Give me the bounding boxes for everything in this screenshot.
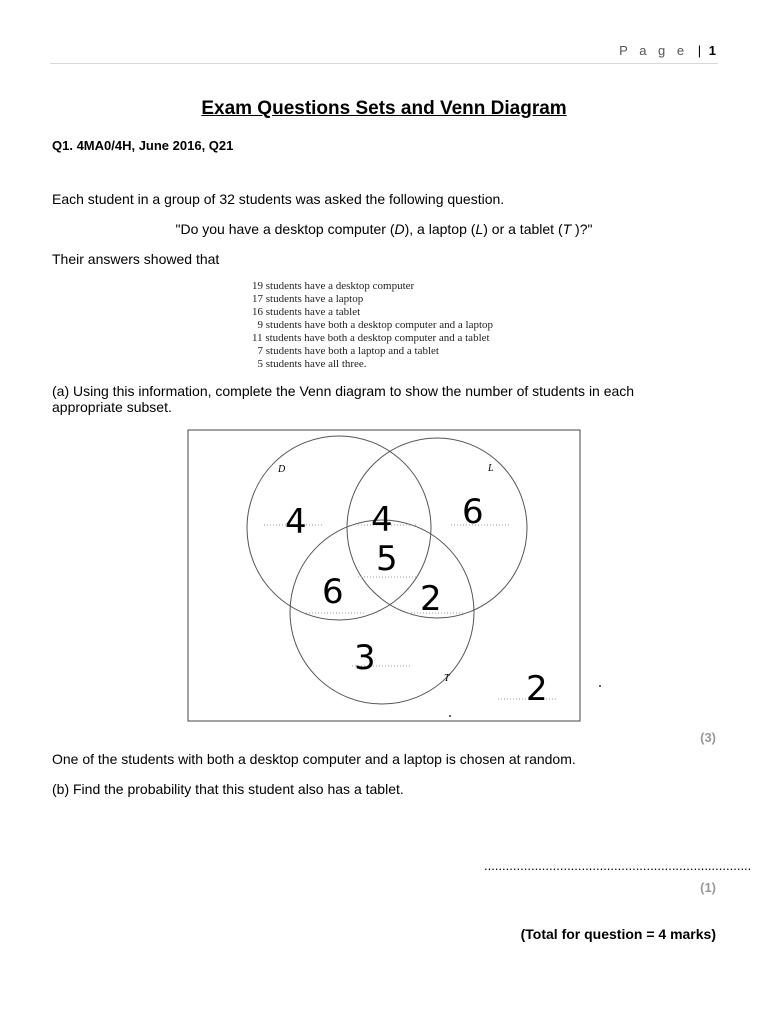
quote-l: L — [475, 221, 484, 237]
intro-text: Each student in a group of 32 students was asked the following question. — [52, 191, 505, 207]
fact-item: 16 students have a tablet — [252, 306, 361, 318]
part-b-text: (b) Find the probability that this student also has a tablet. — [52, 781, 404, 797]
venn-diagram — [186, 428, 582, 724]
answer-blanks — [264, 525, 556, 699]
stray-mark — [599, 685, 601, 687]
label-t: T — [444, 673, 450, 684]
value-t-only: 3 — [354, 638, 376, 678]
fact-item: 17 students have a laptop — [252, 293, 364, 305]
fact-item: 9 students have both a desktop computer and a laptop — [252, 319, 494, 331]
answer-line: .......................................................................... — [484, 858, 752, 873]
quote-part: ) or a tablet ( — [483, 221, 563, 237]
page-header — [619, 43, 716, 58]
header-rule — [50, 63, 718, 64]
page-word: P a g e — [619, 43, 689, 58]
question-quote — [0, 221, 768, 237]
quote-part: "Do you have a desktop computer ( — [175, 221, 395, 237]
fact-item: 7 students have both a laptop and a tablet — [252, 345, 439, 357]
fact-item: 11 students have both a desktop computer and a tablet — [252, 332, 490, 344]
total-marks: (Total for question = 4 marks) — [520, 926, 716, 942]
page-title: Exam Questions Sets and Venn Diagram — [201, 98, 567, 119]
label-l: L — [488, 463, 494, 474]
value-all-three: 5 — [376, 539, 398, 579]
quote-t: T — [562, 221, 572, 237]
marks-part-a: (3) — [700, 730, 716, 745]
label-d: D — [278, 464, 286, 475]
value-l-and-t: 2 — [420, 579, 442, 619]
value-d-and-t: 6 — [322, 572, 344, 612]
marks-part-b: (1) — [700, 880, 716, 895]
value-d-only: 4 — [285, 502, 307, 542]
answers-intro: Their answers showed that — [52, 251, 220, 267]
part-a-text: (a) Using this information, complete the Venn diagram to show the number of students in each appropriate subset. — [52, 383, 635, 415]
quote-part: )?" — [571, 221, 593, 237]
question-reference: Q1. 4MA0/4H, June 2016, Q21 — [52, 138, 234, 153]
value-l-only: 6 — [462, 492, 484, 532]
value-outside: 2 — [526, 669, 548, 709]
stray-mark — [449, 715, 451, 717]
page-number: 1 — [708, 43, 716, 58]
fact-item: 5 students have all three. — [252, 358, 367, 370]
value-d-and-l: 4 — [371, 500, 393, 540]
quote-part: ), a laptop ( — [404, 221, 476, 237]
fact-item: 19 students have a desktop computer — [252, 280, 415, 292]
facts-list — [252, 280, 493, 371]
page-separator: | — [697, 43, 702, 58]
quote-d: D — [394, 221, 405, 237]
part-b-intro: One of the students with both a desktop computer and a laptop is chosen at random. — [52, 751, 576, 767]
